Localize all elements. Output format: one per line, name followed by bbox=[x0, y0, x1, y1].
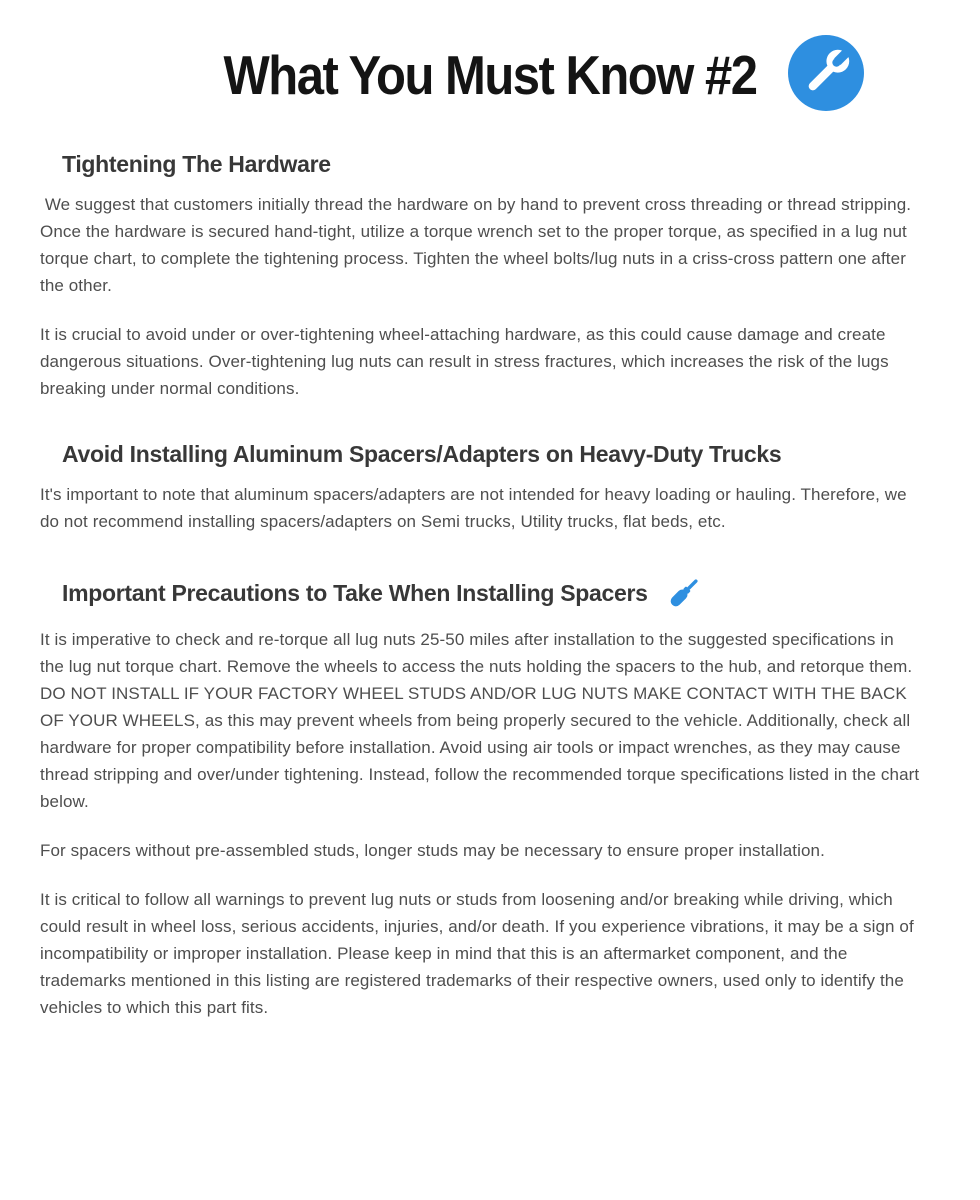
section-heading bbox=[62, 440, 940, 468]
section-heading-text: Important Precautions to Take When Installing Spacers bbox=[62, 580, 648, 606]
section-avoid-aluminum-spacers bbox=[40, 440, 940, 535]
paragraph: It's important to note that aluminum spacers/adapters are not intended for heavy loading or hauling. Therefore, we do not recommend installing spacers/adapters on Semi trucks, Utility trucks, flat beds, etc. bbox=[40, 485, 912, 531]
paragraph: We suggest that customers initially thread the hardware on by hand to prevent cross threading or thread stripping. Once the hardware is secured hand-tight, utilize a torque wrench set to the proper torque, as specified in a lug nut torque chart, to complete the tightening process. Tighten the wheel bolts/lug nuts in a criss-cross pattern one after the other. bbox=[40, 195, 916, 295]
section-heading bbox=[62, 150, 940, 178]
section-heading bbox=[62, 573, 940, 613]
paragraph: It is crucial to avoid under or over-tightening wheel-attaching hardware, as this could cause damage and create dangerous situations. Over-tightening lug nuts can result in stress fractures, which increases the risk of the lugs breaking under normal conditions. bbox=[40, 325, 894, 398]
wrench-icon bbox=[788, 35, 864, 111]
paragraph: For spacers without pre-assembled studs, longer studs may be necessary to ensure proper installation. bbox=[40, 841, 825, 860]
paragraph: It is critical to follow all warnings to prevent lug nuts or studs from loosening and/or breaking while driving, which could result in wheel loss, serious accidents, injuries, and/or death. If you experience vibrations, it may be a sign of incompatibility or improper installation. Please keep in mind that this is an aftermarket component, and the trademarks mentioned in this listing are registered trademarks of their respective owners, used only to identify the vehicles to which this part fits. bbox=[40, 890, 919, 1017]
screwdriver-icon bbox=[664, 573, 704, 613]
section-tightening-hardware bbox=[40, 150, 940, 402]
page-header bbox=[0, 38, 980, 126]
section-heading-text: Avoid Installing Aluminum Spacers/Adapters on Heavy-Duty Trucks bbox=[62, 441, 782, 467]
section-important-precautions bbox=[40, 573, 940, 1021]
page-title: What You Must Know #2 bbox=[223, 45, 757, 107]
paragraph: It is imperative to check and re-torque all lug nuts 25-50 miles after installation to the suggested specifications in the lug nut torque chart. Remove the wheels to access the nuts holding the spacers to the hub, and retorque them. DO NOT INSTALL IF YOUR FACTORY WHEEL STUDS AND/OR LUG NUTS MAKE CONTACT WITH THE BACK OF YOUR WHEELS, as this may prevent wheels from being properly secured to the vehicle. Additionally, check all hardware for proper compatibility before installation. Avoid using air tools or impact wrenches, as they may cause thread stripping and over/under tightening. Instead, follow the recommended torque specifications listed in the chart below. bbox=[40, 630, 925, 811]
document-body bbox=[0, 150, 980, 1021]
section-heading-text: Tightening The Hardware bbox=[62, 151, 331, 177]
